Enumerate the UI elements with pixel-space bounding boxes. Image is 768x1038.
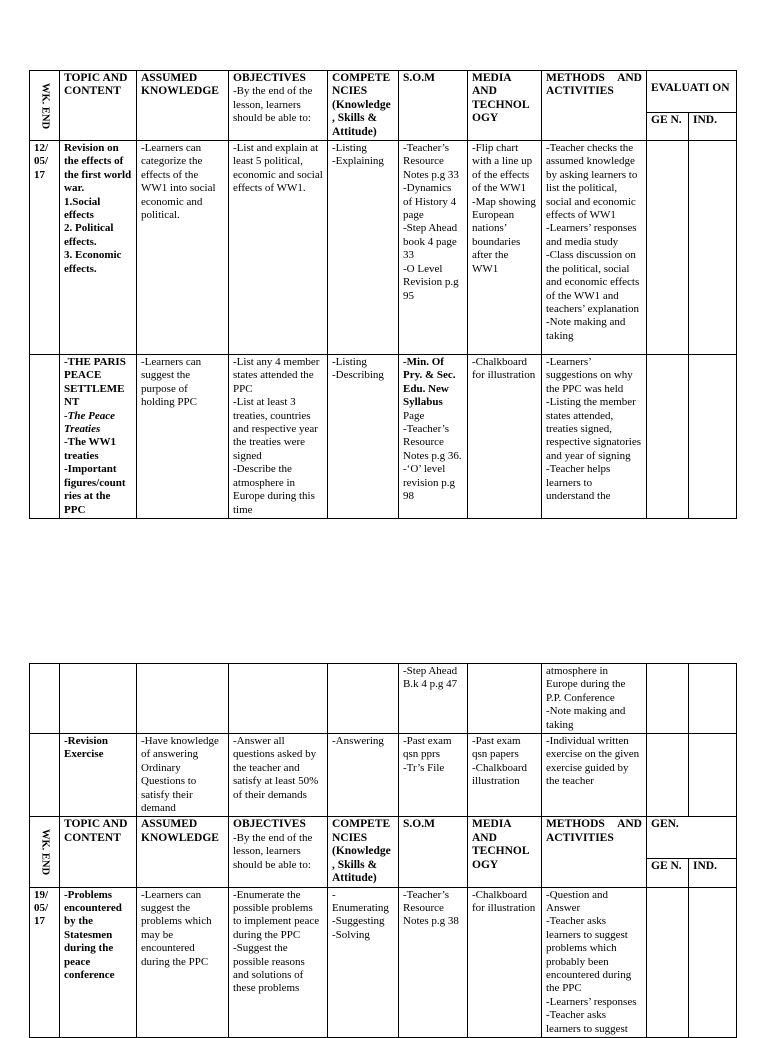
som-header: S.O.M	[399, 817, 468, 887]
assumed-knowledge-header: ASSUMED KNOWLEDGE	[137, 817, 229, 887]
competencies-cell: - Enumerating -Suggesting -Solving	[328, 887, 399, 1037]
evaluation-ind-cell	[689, 664, 737, 734]
wk-end-header: WK. END	[30, 817, 60, 887]
media-cell	[468, 664, 542, 734]
som-cell: -Teacher’s Resource Notes p.g 38	[399, 887, 468, 1037]
objectives-header: OBJECTIVES -By the end of the lesson, learners should be able to:	[229, 71, 328, 141]
methods-cell: atmosphere in Europe during the P.P. Conference -Note making and taking	[542, 664, 647, 734]
media-cell: -Past exam qsn papers -Chalkboard illustration	[468, 734, 542, 817]
objectives-cell: -List and explain at least 5 political, economic and social effects of WW1.	[229, 141, 328, 355]
lesson-plan-table-1	[29, 70, 737, 519]
competencies-cell: -Listing -Describing	[328, 355, 399, 519]
som-header: S.O.M	[399, 71, 468, 141]
methods-cell: -Teacher checks the assumed knowledge by asking learners to list the political, social and economic effects of WW1 -Learners’ responses and media study -Class discussion on the political, social and economic effects of the WW1 and teachers’ explanation -Note making and taking	[542, 141, 647, 355]
evaluation-ind-header: IND.	[689, 112, 737, 140]
evaluation-gen-header: GE N.	[647, 859, 689, 887]
evaluation-ind-cell	[689, 887, 737, 1037]
evaluation-ind-header: IND.	[689, 859, 737, 887]
evaluation-gen-cell	[647, 887, 689, 1037]
evaluation-header: EVALUATI ON	[647, 71, 737, 113]
objectives-cell: -Answer all questions asked by the teacher and satisfy at least 50% of their demands	[229, 734, 328, 817]
wk-end-header: WK. END	[30, 71, 60, 141]
row-date	[30, 355, 60, 519]
som-cell: -Step Ahead B.k 4 p.g 47	[399, 664, 468, 734]
evaluation-gen-cell	[647, 664, 689, 734]
competencies-header: COMPETE NCIES (Knowledge , Skills & Attitude)	[328, 817, 399, 887]
row-date: 12/ 05/ 17	[30, 141, 60, 355]
topic-cell: -Revision Exercise	[60, 734, 137, 817]
methods-header: METHODS AND ACTIVITIES	[542, 71, 647, 141]
media-header: MEDIA AND TECHNOL OGY	[468, 817, 542, 887]
assumed-knowledge-header: ASSUMED KNOWLEDGE	[137, 71, 229, 141]
evaluation-ind-cell	[689, 355, 737, 519]
row-date	[30, 664, 60, 734]
methods-cell: -Learners’ suggestions on why the PPC was held -Listing the member states attended, treaties signed, respective signatories and year of signing -Teacher helps learners to understand the	[542, 355, 647, 519]
media-cell: -Chalkboard for illustration	[468, 355, 542, 519]
competencies-cell: -Answering	[328, 734, 399, 817]
competencies-cell: -Listing -Explaining	[328, 141, 399, 355]
som-cell: -Past exam qsn pprs -Tr’s File	[399, 734, 468, 817]
assumed-cell	[137, 664, 229, 734]
topic-cell: Revision on the effects of the first world war. 1.Social effects 2. Political effects. 3. Economic effects.	[60, 141, 137, 355]
evaluation-gen-header: GE N.	[647, 112, 689, 140]
row-date: 19/ 05/ 17	[30, 887, 60, 1037]
evaluation-gen-cell	[647, 734, 689, 817]
methods-cell: -Individual written exercise on the given exercise guided by the teacher	[542, 734, 647, 817]
evaluation-ind-cell	[689, 734, 737, 817]
media-cell: -Flip chart with a line up of the effects of the WW1 -Map showing European nations’ boundaries after the WW1	[468, 141, 542, 355]
topic-header: TOPIC AND CONTENT	[60, 71, 137, 141]
evaluation-gen-cell	[647, 141, 689, 355]
topic-cell	[60, 664, 137, 734]
row-date	[30, 734, 60, 817]
methods-header: METHODS AND ACTIVITIES	[542, 817, 647, 887]
topic-header: TOPIC AND CONTENT	[60, 817, 137, 887]
topic-cell: -Problems encountered by the Statesmen during the peace conference	[60, 887, 137, 1037]
competencies-header: COMPETE NCIES (Knowledge , Skills & Attitude)	[328, 71, 399, 141]
objectives-cell	[229, 664, 328, 734]
assumed-cell: -Learners can suggest the purpose of holding PPC	[137, 355, 229, 519]
media-header: MEDIA AND TECHNOL OGY	[468, 71, 542, 141]
objectives-header: OBJECTIVES -By the end of the lesson, learners should be able to:	[229, 817, 328, 887]
assumed-cell: -Learners can suggest the problems which may be encountered during the PPC	[137, 887, 229, 1037]
lesson-plan-table-2	[29, 663, 737, 1038]
methods-cell: -Question and Answer -Teacher asks learners to suggest problems which probably been encountered during the PPC -Learners’ responses -Teacher asks learners to suggest	[542, 887, 647, 1037]
objectives-cell: -Enumerate the possible problems to implement peace during the PPC -Suggest the possible reasons and solutions of these problems	[229, 887, 328, 1037]
evaluation-header: GEN.	[647, 817, 737, 859]
som-cell: -Teacher’s Resource Notes p.g 33 -Dynamics of History 4 page -Step Ahead book 4 page 33 -O Level Revision p.g 95	[399, 141, 468, 355]
som-cell: -Min. Of Pry. & Sec. Edu. New Syllabus Page -Teacher’s Resource Notes p.g 36. -‘O’ level revision p.g 98	[399, 355, 468, 519]
assumed-cell: -Have knowledge of answering Ordinary Questions to satisfy their demand	[137, 734, 229, 817]
media-cell: -Chalkboard for illustration	[468, 887, 542, 1037]
evaluation-gen-cell	[647, 355, 689, 519]
competencies-cell	[328, 664, 399, 734]
assumed-cell: -Learners can categorize the effects of the WW1 into social economic and political.	[137, 141, 229, 355]
objectives-cell: -List any 4 member states attended the PPC -List at least 3 treaties, countries and respective year the treaties were signed -Describe the atmosphere in Europe during this time	[229, 355, 328, 519]
topic-cell: -THE PARIS PEACE SETTLEME NT -The Peace Treaties -The WW1 treaties -Important figures/count ries at the PPC	[60, 355, 137, 519]
evaluation-ind-cell	[689, 141, 737, 355]
